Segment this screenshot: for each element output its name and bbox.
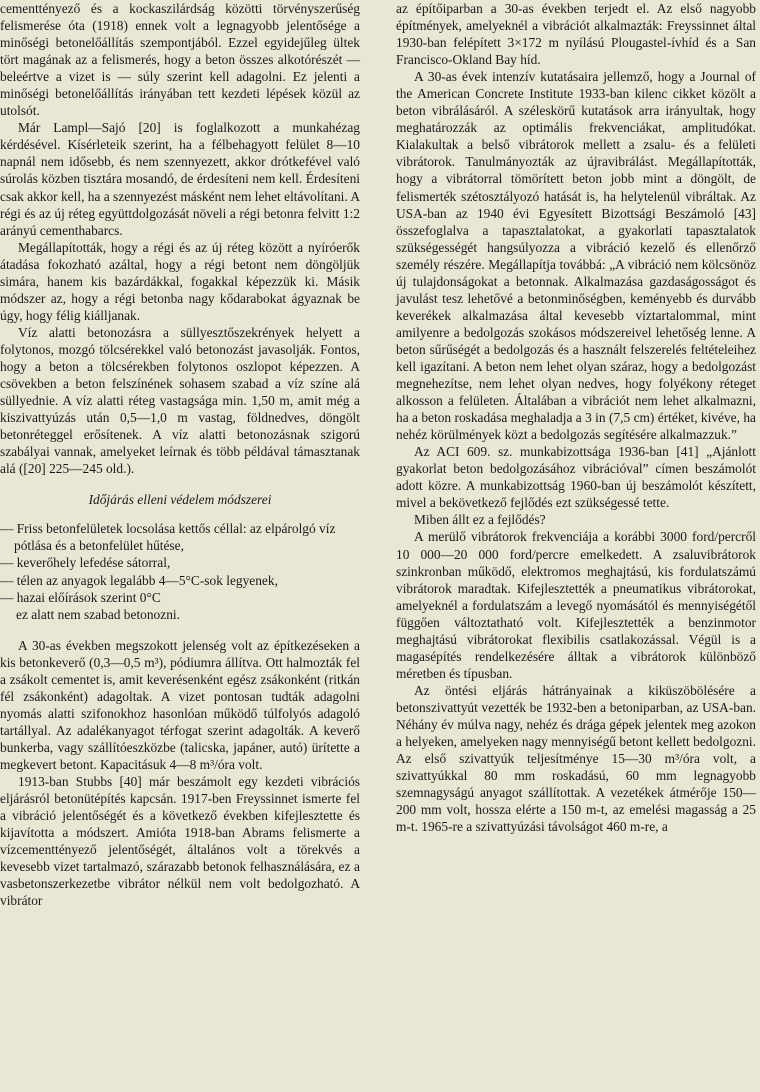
paragraph: Az ACI 609. sz. munkabizottsága 1936-ban [41] „Ajánlott gyakorlat beton bedolgozásához vibrációval” címen beszámolót adott közre. A munkabizottság 1960-ban új beszámolót készített, mivel a bekövetkező fejlődés ezt szükségessé tette. (396, 444, 756, 511)
paragraph: az építőiparban a 30-as években terjedt el. Az első nagyobb építmények, amelyeknél a vibrációt alkalmazták: Freyssinnet által 1930-ban felépített 3×172 m nyílású Plougastel-ívhíd és a San Francisco-Okland Bay híd. (396, 1, 756, 68)
list-item: — keverőhely lefedése sátorral, (0, 555, 171, 571)
question-line: Miben állt ez a fejlődés? (414, 512, 546, 528)
left-column (0, 0, 360, 909)
paragraph: Megállapították, hogy a régi és az új réteg között a nyíróerők átadása fokozható azáltal, hogy a régi betont nem döngöljük simára, hanem kis bazárdákkal, fogakkal képezzük ki. Másik módszer az, hogy a régi betonba nagy kődarabokat ágyaznak be úgy, hogy félig kiálljanak. (0, 239, 360, 323)
list-item: — télen az anyagok legalább 4—5°C-sok legyenek, (0, 572, 278, 588)
bullet-list (0, 520, 360, 622)
section-heading: Időjárás elleni védelem módszerei (88, 492, 272, 508)
paragraph: Az öntési eljárás hátrányainak a kiküszöbölésére a betonszivattyút vezették be 1932-ben a betoniparban, az USA-ban. Néhány év múlva nagy, nehéz és drága gépek jelentek meg azokon a helyeken, amelyeken nagy mennyiségű betont kellett bedolgozni. Az első szivattyúk teljesítménye 15—30 m³/óra volt, a szivattyúkkal 80 mm roskadású, 60 mm legnagyobb szemnagyságú anyagot szállítottak. A vezetékek átmérője 150—200 mm volt, hossza elérte a 150 m-t, az emelési magasság a 25 m-t. 1965-re a szivattyúzási távolságot 460 m-re, a (396, 682, 756, 835)
paragraph: Már Lampl—Sajó [20] is foglalkozott a munkahézag kérdésével. Kísérleteik szerint, ha a félbehagyott felület 8—10 napnál nem idősebb, és nem szennyezett, akkor drótkefével való súrolás közben tisztára mosandó, de érdesíteni nem kell. Érdesíteni csak akkor kell, ha a szennyezést másként nem lehet eltávolítani. A régi és az új réteg együttdolgozását növeli a régi betonra felvitt 1:2 arányú cementhabarcs. (0, 120, 360, 238)
paragraph: 1913-ban Stubbs [40] már beszámolt egy kezdeti vibrációs eljárásról betonütépítés kapcsán. 1917-ben Freyssinnet ismerte fel a vibráció jelentőségét és a következő években kifejlesztette és kijavította a módszert. Amióta 1918-ban Abrams felismerte a vízcementtényező jelentőségét, általános volt a törekvés a kevesebb vizet tartalmazó, szárazabb betonok felhasználására, ez a vasbetonszerkezetbe vibrátor nélkül nem volt bedolgozható. A vibrátor (0, 774, 360, 909)
paragraph: Víz alatti betonozásra a süllyesztőszekrények helyett a folytonos, mozgó tölcsérekkel való betonozást javasolják. Fontos, hogy a beton a tölcsérekben folytonos oszlopot képezzen. A csövekben a beton felszínének sohasem szabad a víz színe alá süllyednie. A víz alatti réteg vastagsága min. 1,50 m, amit még a kiszivattyúzás után 0,5—1,0 m vastag, földnedves, döngölt betonréteggel erősítenek. A víz alatti betonozásnak szigorú szabályai vannak, amelyeket leírnak és több példával támasztanak alá ([20] 225—245 old.). (0, 324, 360, 477)
list-item-continuation: ez alatt nem szabad betonozni. (16, 606, 180, 622)
list-item: — Friss betonfelületek locsolása kettős céllal: az elpárolgó víz pótlása és a betonfelület hűtése, (0, 521, 336, 554)
paragraph: A 30-as évek intenzív kutatásaira jellemző, hogy a Journal of the American Concrete Institute 1933-ban kilenc cikket közölt a beton vibrálásáról. A széleskörű kutatások arra irányultak, hogy meghatározzák az optimális frekvenciákat, amplitudókat. Kialakultak a belső vibrátorok mellett a zsalu- és a felületi vibrátorok. Tanulmányozták az újravibrálást. Megállapították, hogy a vibrátorral tömörített beton jobb mint a döngölt, de felismerték szétosztályozó hatását is, ha helytelenül vibráltak. Az USA-ban az 1940 évi Egyesített Bizottsági Beszámoló [43] összefoglalva a tapasztalatokat, a gyakorlati tapasztalatok szükségességét hangsúlyozza a vibráció kezelő és ellenőrző személy részére. Megállapítja továbbá: „A vibráció nem kölcsönöz új tulajdonságokat a betonnak. Alkalmazása gazdaságosságot és javulást tesz lehetővé a betonminőségben, keményebb és durvább keverékek alkalmazása által kevesebb víztartalommal, mint amilyenre a bedolgozás szokásos módszereivel lehetőség lenne. A beton sűrűségét a bedolgozás és a használt felszerelés feltételeihez kell igazítani. A beton nem lehet olyan száraz, hogy a bedolgozást megnehezítse, nem lehet olyan nedves, hogy folyékony réteget alkosson a felületen. Általában a vibrációt nem lehet alkalmazni, ha a beton roskadása meghaladja a 3 in (7,5 cm) értéket, kivéve, ha nehéz körülmények közt a bedolgozás segítésére alkalmazzuk.” (396, 69, 756, 443)
list-item: — hazai előírások szerint 0°C (0, 589, 161, 605)
paragraph: A merülő vibrátorok frekvenciája a korábbi 3000 ford/percről 10 000—20 000 ford/percre emelkedett. A zsaluvibrátorok szinkronban működő, elektromos meghajtású, kis fordulatszámú vibrátorok maradtak. Kifejlesztették a pneumatikus vibrátorokat, amelyeknél a fordulatszám a levegő nyomásától és mennyiségétől függően változtatható volt. Kifejlesztették a benzinmotor meghajtású vibrátorokat flexibilis csatlakozással. Végül is a magasépítés rendelkezésére álltak a vibrátorok különböző méretben és típusban. (396, 529, 756, 681)
paragraph: A 30-as években megszokott jelenség volt az építkezéseken a kis betonkeverő (0,3—0,5 m³), pódiumra állítva. Ott halmozták fel a zsákolt cementet is, amit keverésenként egész zsákonként (ritkán fél zsákonként) adagoltak. A vizet pontosan tudták adagolni nyomás alatti szifonokhoz hasonlóan működő túlfolyós adagoló tartállyal. Az adalékanyagot térfogat szerint adagolták. A keverő bunkerba, vagy szállítóeszközbe (talicska, japáner, autó) ürítette a megkevert betont. Kapacitásuk 4—8 m³/óra volt. (0, 637, 360, 772)
paragraph: cementtényező és a kockaszilárdság közötti törvényszerűség felismerése óta (1918) ennek volt a legnagyobb jelentősége a minőségi betonelőállítás szempontjából. Ezzel egyidejűleg ültek tört magának az a felismerés, hogy a beton összes alkotórészét — beleértve a vizet is — súly szerint kell adagolni. Ez jelenti a minőségi betonelőállítás irányában tett kezdeti lépések közül az utolsót. (0, 1, 360, 119)
right-column (396, 0, 756, 835)
